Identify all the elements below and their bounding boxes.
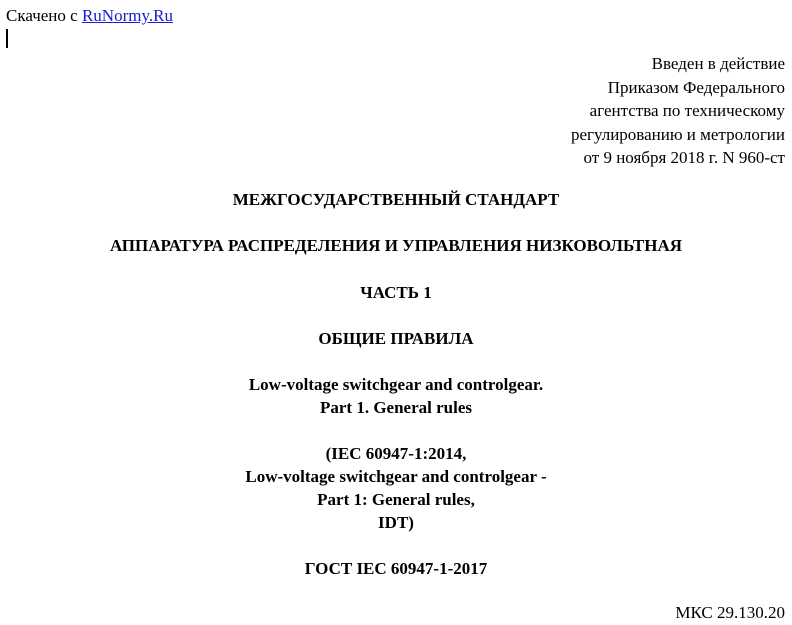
source-prefix: Скачено с [6,6,78,25]
standard-designation: ГОСТ IEC 60947-1-2017 [304,559,488,578]
standard-name-ru: АППАРАТУРА РАСПРЕДЕЛЕНИЯ И УПРАВЛЕНИЯ НИЗКОВОЛЬТНАЯ [109,236,683,255]
standard-name-en [0,373,792,419]
part-heading: ЧАСТЬ 1 [360,283,432,302]
part-title-heading: ОБЩИЕ ПРАВИЛА [318,329,474,348]
decree-block [571,52,785,170]
mks-code: МКС 29.130.20 [675,603,785,622]
decree-line: регулированию и метрологии [570,124,785,144]
text-cursor [6,29,8,48]
iec-reference-line: (IEC 60947-1:2014, [325,444,467,463]
decree-line: Введен в действие [651,54,785,73]
decree-line: от 9 ноября 2018 г. N 960-ст [583,148,785,167]
decree-line: агентства по техническому [589,101,785,120]
iec-reference-line: Low-voltage switchgear and controlgear - [245,467,547,486]
decree-line: Приказом Федерального [607,77,785,97]
iec-reference-line: Part 1: General rules, [317,490,475,509]
iec-reference [0,442,792,534]
source-link[interactable]: RuNormy.Ru [81,6,173,25]
name-en-line: Part 1. General rules [319,398,472,417]
name-en-line: Low-voltage switchgear and controlgear. [248,375,544,394]
iec-reference-line: IDT) [378,513,414,532]
standard-type-heading: МЕЖГОСУДАРСТВЕННЫЙ СТАНДАРТ [232,190,560,209]
source-line [6,6,173,26]
